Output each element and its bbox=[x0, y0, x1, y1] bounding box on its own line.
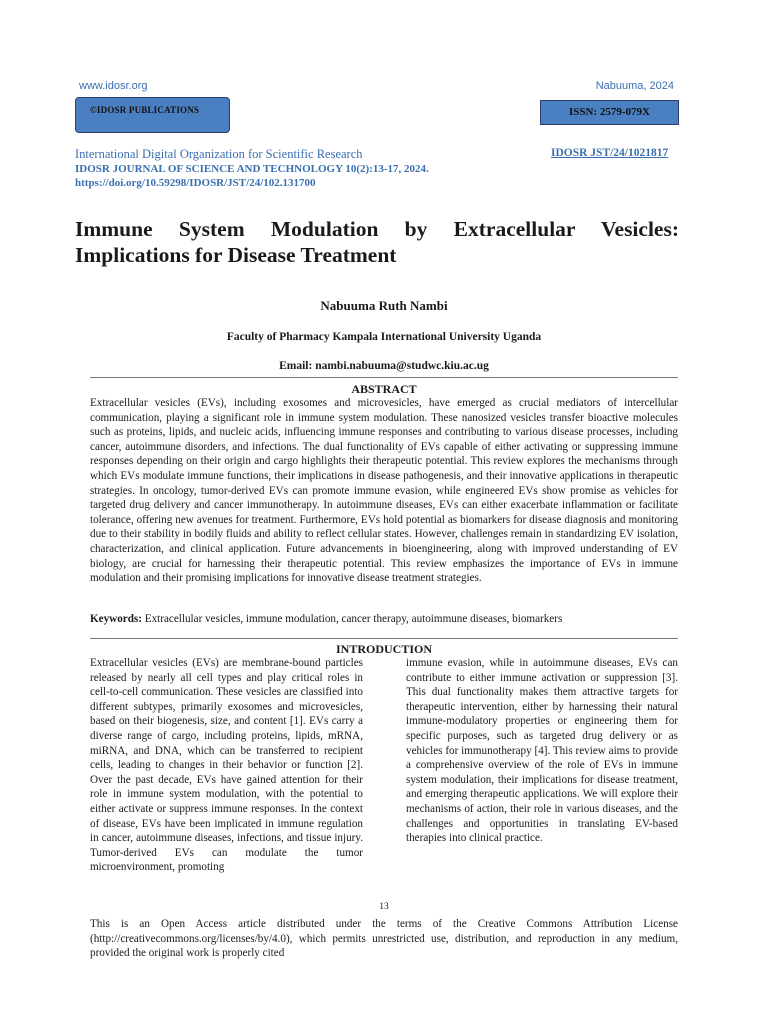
article-title: Immune System Modulation by Extracellular Vesicles: Implications for Disease Treatment bbox=[75, 217, 679, 267]
author-affiliation: Faculty of Pharmacy Kampala International University Uganda bbox=[226, 331, 542, 343]
site-url[interactable]: www.idosr.org bbox=[79, 80, 148, 92]
author-date: Nabuuma, 2024 bbox=[595, 80, 674, 92]
keywords-text: Extracellular vesicles, immune modulation, cancer therapy, autoimmune diseases, biomarkers bbox=[141, 613, 563, 625]
abstract-text: Extracellular vesicles (EVs), including exosomes and microvesicles, have emerged as crucial mediators of intercellular communication, playing a significant role in immune system modulation. These nanosized vesicles transfer bioactive molecules such as proteins, lipids, and nucleic acids, influencing immune responses and contributing to various disease processes, including cancer, autoimmune disorders, and infections. The dual functionality of EVs capable of either activating or suppressing immune responses depending on their origin and cargo highlights their therapeutic potential. This review explores the mechanisms through which EVs modulate immune functions, their implications in disease pathogenesis, and their innovative applications in therapeutic strategies. In oncology, tumor-derived EVs can promote immune evasion, while engineered EVs show promise as vehicles for targeted drug delivery and cancer immunotherapy. In autoimmune diseases, EVs can either exacerbate inflammation or facilitate tolerance, offering new avenues for treatment. Furthermore, EVs hold potential as biomarkers for disease diagnosis and monitoring due to their stability in bodily fluids and ability to reflect cellular states. However, challenges remain in standardizing EV isolation, characterization, and clinical application. Future advancements in bioengineering, along with improved understanding of EV biology, are crucial for harnessing their therapeutic potential. This review emphasizes the importance of EVs in immune modulation and their promising implications for innovative disease treatment strategies. bbox=[90, 397, 678, 585]
publications-badge bbox=[75, 97, 230, 133]
keywords-label: Keywords: bbox=[90, 613, 142, 625]
page-number: 13 bbox=[379, 902, 389, 912]
abstract-heading: ABSTRACT bbox=[351, 382, 417, 396]
introduction-left-column: Extracellular vesicles (EVs) are membrane-bound particles released by nearly all cell types and play critical roles in cell-to-cell communication. These vesicles are classified into different subtypes, primarily exosomes and microvesicles, based on their biogenesis, size, and content [1]. EVs carry a diverse range of cargo, including proteins, lipids, mRNA, miRNA, and DNA, which can be transferred to recipient cells, leading to changes in their behavior or function [2]. Over the past decade, EVs have gained attention for their role in immune system modulation, with the potential to either activate or suppress immune responses. In the context of disease, EVs have been implicated in immune regulation in cancer, autoimmune diseases, infections, and tissue injury. Tumor-derived EVs can modulate the tumor microenvironment, promoting bbox=[90, 657, 363, 874]
author-name: Nabuuma Ruth Nambi bbox=[320, 298, 448, 313]
divider bbox=[90, 638, 678, 639]
license-notice: This is an Open Access article distributed under the terms of the Creative Commons Attribution License (http://creativecommons.org/licenses/by/4.0), which permits unrestricted use, distribution, and reproduction in any medium, provided the original work is properly cited bbox=[90, 918, 678, 960]
keywords bbox=[90, 612, 678, 627]
introduction-heading: INTRODUCTION bbox=[335, 642, 432, 656]
issn-badge bbox=[540, 100, 679, 125]
journal-name: IDOSR JOURNAL OF SCIENCE AND TECHNOLOGY 10(2):13-17, 2024. bbox=[75, 163, 429, 175]
author-email[interactable]: Email: nambi.nabuuma@studwc.kiu.ac.ug bbox=[279, 360, 489, 372]
divider bbox=[90, 377, 678, 378]
organization-name: International Digital Organization for Scientific Research bbox=[75, 147, 363, 161]
issn-label: ISSN: 2579-079X bbox=[569, 106, 650, 118]
introduction-right-column: immune evasion, while in autoimmune diseases, EVs can contribute to either immune activation or suppression [3]. This dual functionality makes them attractive targets for therapeutic intervention, either by harnessing their natural immune-modulatory properties or engineering them for specific purposes, such as targeted drug delivery or as vehicles for immunotherapy [4]. This review aims to provide a comprehensive overview of the role of EVs in immune system modulation, their implications for disease treatment, and emerging therapeutic applications. We will explore their mechanisms of action, their role in various diseases, and the challenges and opportunities in translating EV-based therapies into clinical practice. bbox=[406, 657, 678, 845]
publications-label: ©IDOSR PUBLICATIONS bbox=[90, 105, 200, 115]
doi-link[interactable]: https://doi.org/10.59298/IDOSR/JST/24/102.131700 bbox=[75, 177, 316, 189]
journal-id[interactable]: IDOSR JST/24/1021817 bbox=[551, 147, 669, 159]
